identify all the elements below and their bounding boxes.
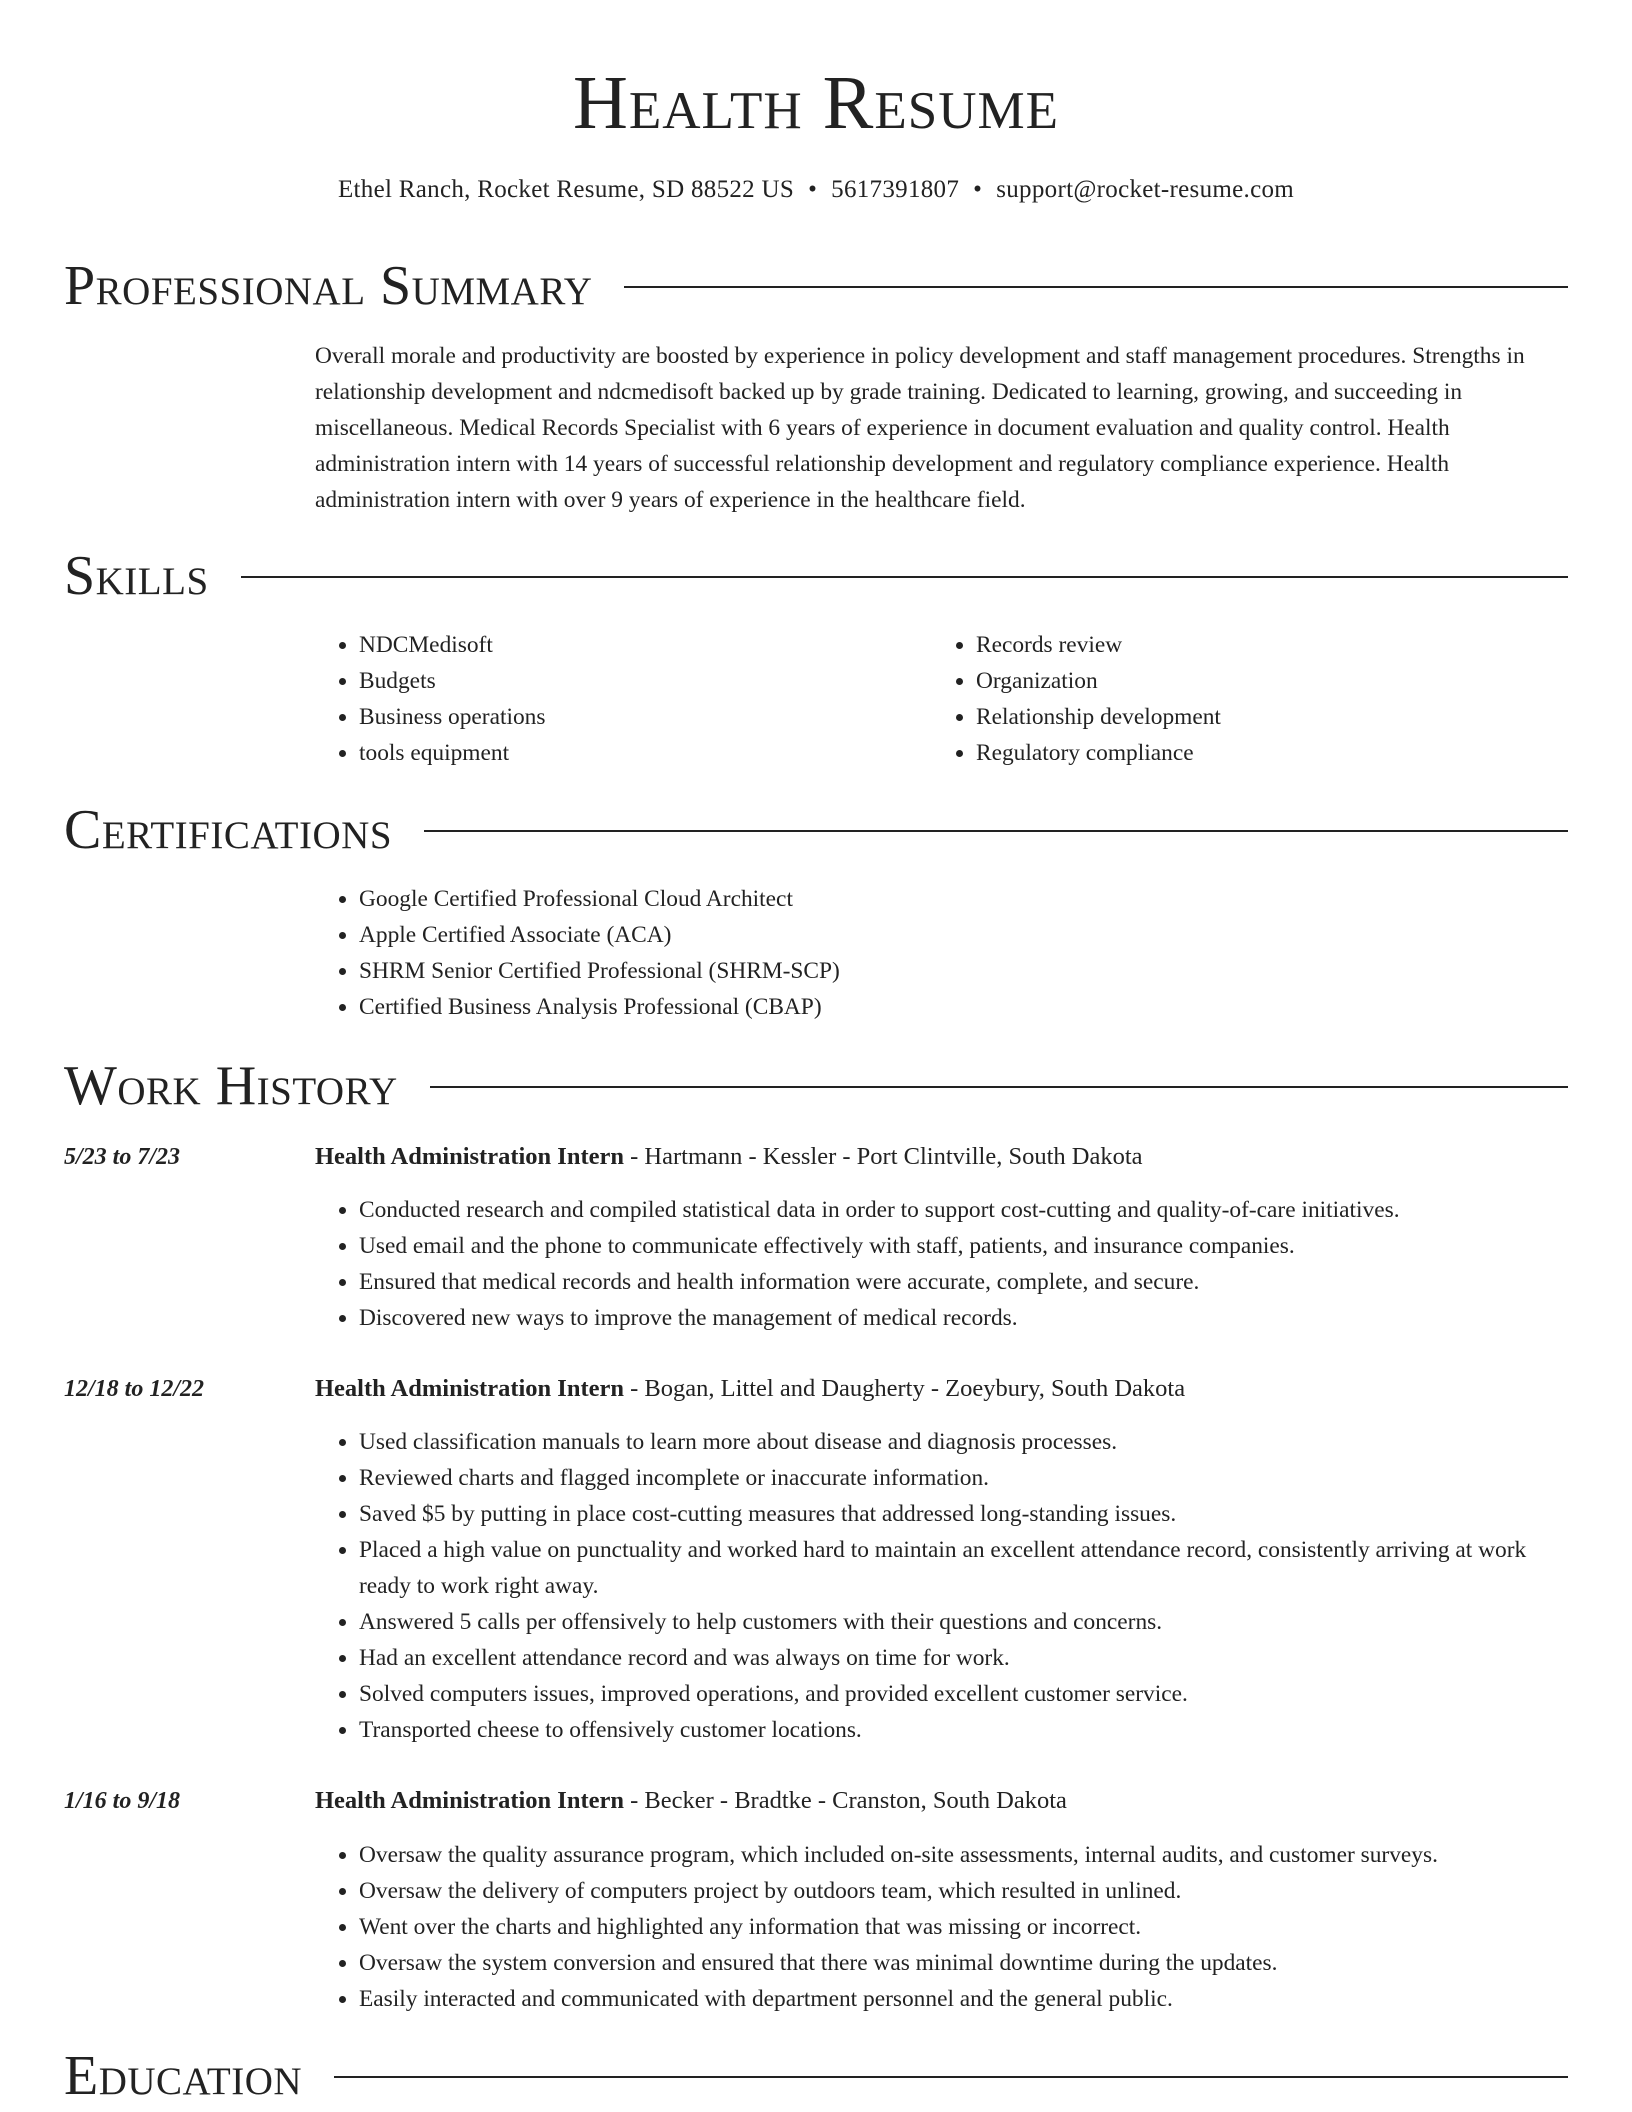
skill-item: • Organization: [976, 663, 1532, 699]
job-duties: [315, 1837, 1580, 2017]
job-heading: [315, 1783, 1067, 1819]
job-employer: - Hartmann - Kessler - Port Clintville, South Dakota: [624, 1143, 1143, 1170]
section-divider: [241, 576, 1568, 578]
resume-name: Health Resume: [572, 61, 1059, 145]
skill-item: • tools equipment: [359, 735, 915, 771]
job-employer: - Becker - Bradtke - Cranston, South Dakota: [624, 1787, 1067, 1814]
job-role: Health Administration Intern: [315, 1143, 624, 1170]
skills-column-right: [932, 627, 1532, 771]
duty-item: • Used email and the phone to communicate effectively with staff, patients, and insurance companies.: [359, 1228, 1580, 1264]
skill-item: • Regulatory compliance: [976, 735, 1532, 771]
contact-email[interactable]: support@rocket-resume.com: [996, 176, 1295, 203]
section-title-work-history: Work History: [64, 1055, 398, 1117]
certification-item: • Certified Business Analysis Professional (CBAP): [359, 989, 1515, 1025]
section-divider: [424, 830, 1568, 832]
job-duties: [315, 1424, 1580, 1748]
skill-item: • Relationship development: [976, 699, 1532, 735]
section-divider: [430, 1086, 1568, 1088]
job-employer: - Bogan, Littel and Daugherty - Zoeybury, South Dakota: [624, 1375, 1186, 1402]
duty-item: • Solved computers issues, improved operations, and provided excellent customer service.: [359, 1676, 1580, 1712]
duty-item: • Ensured that medical records and health information were accurate, complete, and secure.: [359, 1264, 1580, 1300]
contact-line: [0, 174, 1632, 206]
skill-item: • Records review: [976, 627, 1532, 663]
duty-item: • Easily interacted and communicated with department personnel and the general public.: [359, 1981, 1580, 2017]
duty-item: • Answered 5 calls per offensively to help customers with their questions and concerns.: [359, 1604, 1580, 1640]
skills-section-header: [64, 544, 1568, 608]
certifications-section-header: [64, 798, 1568, 862]
job-role: Health Administration Intern: [315, 1375, 624, 1402]
education-section-header: [64, 2044, 1568, 2108]
summary-section-header: [64, 254, 1568, 318]
section-divider: [624, 286, 1568, 288]
duty-item: • Used classification manuals to learn more about disease and diagnosis processes.: [359, 1424, 1580, 1460]
duty-item: • Went over the charts and highlighted any information that was missing or incorrect.: [359, 1909, 1580, 1945]
section-title-certifications: Certifications: [64, 799, 393, 861]
section-title-education: Education: [64, 2045, 303, 2107]
certification-item: • Apple Certified Associate (ACA): [359, 917, 1515, 953]
summary-text: Overall morale and productivity are boosted by experience in policy development and staff management procedures. Strengths in relationship development and ndcmedisoft backed up by grade training. Dedicated to learning, growing, and succeeding in miscellaneous. Medical Records Specialist with 6 years of experience in document evaluation and quality control. Health administration intern with 14 years of successful relationship development and regulatory compliance experience. Health administration intern with over 9 years of experience in the healthcare field.: [315, 343, 1525, 513]
duty-item: • Had an excellent attendance record and was always on time for work.: [359, 1640, 1580, 1676]
job-dates: 12/18 to 12/22: [64, 1376, 205, 1402]
duty-item: • Oversaw the quality assurance program, which included on-site assessments, internal audits, and customer surveys.: [359, 1837, 1580, 1873]
contact-address: Ethel Ranch, Rocket Resume, SD 88522 US: [337, 176, 795, 203]
job-dates: 1/16 to 9/18: [64, 1788, 181, 1814]
section-divider: [334, 2076, 1568, 2078]
skills-column-left: [315, 627, 915, 771]
duty-item: • Oversaw the delivery of computers project by outdoors team, which resulted in unlined.: [359, 1873, 1580, 1909]
duty-item: • Placed a high value on punctuality and worked hard to maintain an excellent attendance record, consistently arriving at work ready to work right away.: [359, 1532, 1580, 1604]
skill-item: • NDCMedisoft: [359, 627, 915, 663]
contact-separator: •: [973, 176, 983, 203]
duty-item: • Oversaw the system conversion and ensured that there was minimal downtime during the updates.: [359, 1945, 1580, 1981]
certification-item: • SHRM Senior Certified Professional (SHRM-SCP): [359, 953, 1515, 989]
skill-item: • Budgets: [359, 663, 915, 699]
job-heading: [315, 1139, 1143, 1175]
section-title-summary: Professional Summary: [64, 255, 593, 317]
duty-item: • Discovered new ways to improve the management of medical records.: [359, 1300, 1580, 1336]
job-dates: 5/23 to 7/23: [64, 1144, 181, 1170]
certification-item: • Google Certified Professional Cloud Architect: [359, 881, 1515, 917]
duty-item: • Saved $5 by putting in place cost-cutting measures that addressed long-standing issues.: [359, 1496, 1580, 1532]
duty-item: • Transported cheese to offensively customer locations.: [359, 1712, 1580, 1748]
duty-item: • Reviewed charts and flagged incomplete or inaccurate information.: [359, 1460, 1580, 1496]
section-title-skills: Skills: [64, 545, 209, 607]
job-heading: [315, 1371, 1185, 1407]
job-duties: [315, 1192, 1580, 1336]
duty-item: • Conducted research and compiled statistical data in order to support cost-cutting and quality-of-care initiatives.: [359, 1192, 1580, 1228]
skill-item: • Business operations: [359, 699, 915, 735]
job-role: Health Administration Intern: [315, 1787, 624, 1814]
certifications-list: [315, 881, 1515, 1025]
work-history-section-header: [64, 1054, 1568, 1118]
contact-phone: 5617391807: [831, 176, 960, 203]
contact-separator: •: [808, 176, 818, 203]
